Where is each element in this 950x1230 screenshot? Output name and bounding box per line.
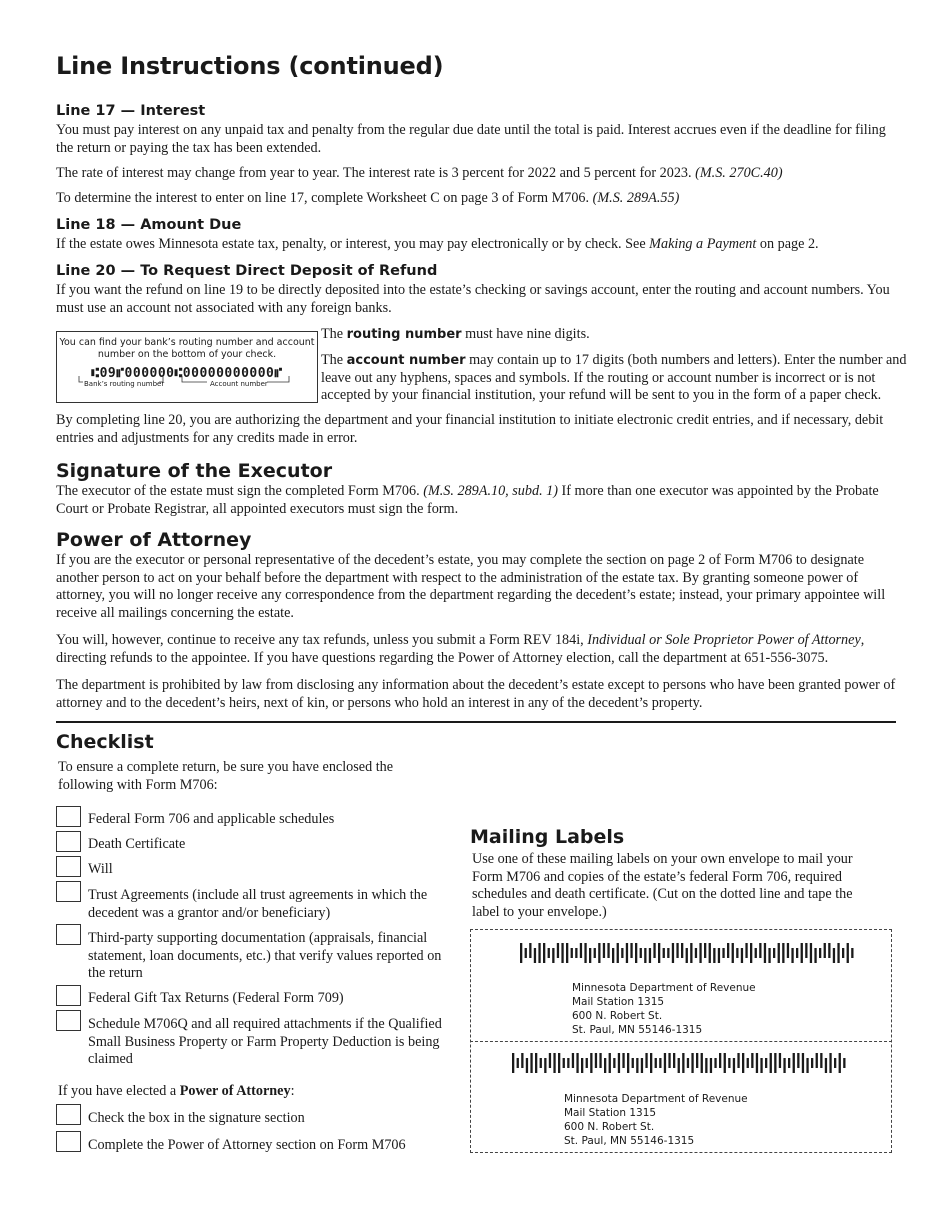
barcode-bar <box>778 943 780 963</box>
checkbox-trust-agreements[interactable] <box>56 881 81 902</box>
barcode-bar <box>673 1053 675 1068</box>
barcode-bar <box>517 1058 519 1068</box>
barcode-bar <box>613 1058 615 1068</box>
barcode-bar <box>782 943 784 963</box>
barcode-bar <box>843 1058 845 1068</box>
barcode-bar <box>690 943 692 963</box>
barcode-bar <box>603 943 605 958</box>
barcode-bar <box>816 1053 818 1068</box>
barcode-bar <box>719 1053 721 1068</box>
label-2-city-state-zip: St. Paul, MN 55146-1315 <box>564 1135 695 1147</box>
barcode-bar <box>557 943 559 958</box>
barcode-bar <box>584 943 586 963</box>
label-1-city-state-zip: St. Paul, MN 55146-1315 <box>572 1024 703 1036</box>
barcode-bar <box>797 1053 799 1068</box>
barcode-bar <box>581 1058 583 1073</box>
barcode-bar <box>617 943 619 963</box>
poa-heading: Power of Attorney <box>56 529 252 551</box>
barcode-bar <box>751 1053 753 1068</box>
line17-paragraph-3: To determine the interest to enter on line 17, complete Worksheet C on page 3 of Form M706. (M.S. 289A.55) <box>56 190 680 206</box>
barcode-bar <box>655 1058 657 1068</box>
barcode-bar <box>686 948 688 963</box>
mailing-label-2-address <box>564 1092 748 1148</box>
barcode-bar <box>668 1053 670 1068</box>
barcode-bar <box>779 1053 781 1068</box>
barcode-bar <box>659 1058 661 1068</box>
checklist-poa-item-signature-section: Check the box in the signature section <box>88 1110 305 1126</box>
mailing-labels-paragraph: Use one of these mailing labels on your own envelope to mail your Form M706 and copies of the estate’s federal Form 706, required schedules and death certificate. (Cut on the dotted line and tape the label to your envelope.) <box>472 851 853 920</box>
barcode-bar <box>526 1058 528 1073</box>
barcode-bar <box>768 948 770 963</box>
label-2-organization: Minnesota Department of Revenue <box>564 1093 748 1105</box>
barcode-bar <box>745 943 747 958</box>
barcode-bar <box>773 948 775 958</box>
checkbox-death-certificate[interactable] <box>56 831 81 852</box>
barcode-bar <box>774 1053 776 1073</box>
line20-authorization: By completing line 20, you are authorizing the department and your financial institution to initiate electronic credit entries, and if necessary, debit entries and adjustments for any credits made in error. <box>56 412 884 446</box>
barcode-bar <box>839 1053 841 1073</box>
checkbox-federal-form-706[interactable] <box>56 806 81 827</box>
checkbox-federal-gift-tax-returns[interactable] <box>56 985 81 1006</box>
barcode-bar <box>543 943 545 963</box>
barcode-bar <box>824 943 826 958</box>
checklist-poa-item-section-m706: Complete the Power of Attorney section on Form M706 <box>88 1137 406 1153</box>
barcode-bar <box>535 1053 537 1073</box>
postal-barcode-1 <box>520 943 860 963</box>
account-number-note: The account number may contain up to 17 digits (both numbers and letters). Enter the number and leave out any hyphens, spaces and symbols. If the routing or account number is incorrect or is not accepted by your financial institution, your refund will be sent to you in the form of a paper check. <box>321 352 907 404</box>
poa-paragraph-1: If you are the executor or personal representative of the decedent’s estate, you may complete the section on page 2 of Form M706 to designate another person to act on your behalf before the department with respect to the administration of the estate tax. By granting someone power of attorney, you will no longer receive any correspondence from the department regarding the decedent’s estate; instead, your primary appointee will receive all mailings concerning the estate. <box>56 552 886 621</box>
barcode-bar <box>640 948 642 958</box>
barcode-bar <box>621 948 623 958</box>
line17-paragraph-2: The rate of interest may change from year to year. The interest rate is 3 percent for 2022 and 5 percent for 2023. (M.S. 270C.40) <box>56 165 783 181</box>
barcode-bar <box>521 1053 523 1068</box>
check-micr-line: ⑆09⑈000000⑆00000000000⑈ <box>91 366 283 381</box>
barcode-bar <box>828 943 830 958</box>
barcode-bar <box>847 943 849 963</box>
line17-heading: Line 17 — Interest <box>56 103 206 119</box>
barcode-bar <box>793 1053 795 1073</box>
barcode-bar <box>635 943 637 963</box>
barcode-bar <box>632 1058 634 1068</box>
barcode-bar <box>594 948 596 958</box>
barcode-bar <box>530 1053 532 1073</box>
barcode-bar <box>756 1053 758 1073</box>
line18-paragraph: If the estate owes Minnesota estate tax, penalty, or interest, you may pay electronically or by check. See Making a Payment on page 2. <box>56 236 819 252</box>
barcode-bar <box>534 948 536 963</box>
line20-heading: Line 20 — To Request Direct Deposit of Refund <box>56 263 438 279</box>
barcode-bar <box>713 948 715 963</box>
checklist-item-will: Will <box>88 861 113 877</box>
barcode-bar <box>575 948 577 958</box>
poa-paragraph-2: You will, however, continue to receive any tax refunds, unless you submit a Form REV 184i, Individual or Sole Proprietor Power of Attorney, directing refunds to the appointee. If you have questions regarding the Power of Attorney election, call the department at 651-556-3075. <box>56 632 865 666</box>
barcode-bar <box>622 1053 624 1068</box>
barcode-bar <box>595 1053 597 1068</box>
barcode-bar <box>819 948 821 958</box>
barcode-bar <box>750 943 752 963</box>
barcode-bar <box>612 948 614 963</box>
mailing-labels <box>470 929 892 1153</box>
barcode-bar <box>567 1058 569 1068</box>
barcode-bar <box>699 943 701 963</box>
barcode-bar <box>705 1058 707 1073</box>
barcode-bar <box>586 1058 588 1068</box>
barcode-bar <box>802 1053 804 1073</box>
checklist-heading: Checklist <box>56 731 154 753</box>
barcode-bar <box>525 948 527 958</box>
barcode-bar <box>696 1053 698 1068</box>
barcode-bar <box>764 943 766 963</box>
checklist-item-trust-agreements: Trust Agreements (include all trust agreements in which the decedent was a grantor and/or beneficiary) <box>88 887 428 921</box>
barcode-bar <box>644 948 646 963</box>
barcode-bar <box>701 1053 703 1073</box>
barcode-bar <box>538 943 540 963</box>
barcode-bar <box>704 943 706 958</box>
barcode-bar <box>561 943 563 963</box>
checkbox-schedule-m706q[interactable] <box>56 1010 81 1031</box>
barcode-bar <box>676 943 678 958</box>
barcode-bar <box>598 943 600 963</box>
barcode-bar <box>814 948 816 963</box>
barcode-bar <box>718 948 720 963</box>
barcode-bar <box>709 943 711 963</box>
cut-line-middle <box>470 1041 892 1042</box>
checkbox-poa-section-m706[interactable] <box>56 1131 81 1152</box>
account-label: Account number <box>210 380 268 388</box>
barcode-bar <box>576 1053 578 1073</box>
page-title: Line Instructions (continued) <box>56 52 444 80</box>
line17-paragraph-1: You must pay interest on any unpaid tax and penalty from the regular due date until the total is paid. Interest accrues even if the deadline for filing the return or paying the tax has been extended. <box>56 122 886 156</box>
routing-label: Bank’s routing number <box>84 380 165 388</box>
barcode-bar <box>695 948 697 958</box>
barcode-bar <box>664 1053 666 1073</box>
barcode-bar <box>741 948 743 963</box>
barcode-bar <box>770 1053 772 1073</box>
barcode-bar <box>834 1058 836 1068</box>
barcode-bar <box>599 1053 601 1068</box>
checklist-item-federal-form-706: Federal Form 706 and applicable schedules <box>88 811 335 827</box>
barcode-bar <box>590 1053 592 1073</box>
barcode-bar <box>787 943 789 958</box>
barcode-bar <box>589 948 591 963</box>
barcode-bar <box>544 1058 546 1073</box>
line20-paragraph-1: If you want the refund on line 19 to be directly deposited into the estate’s checking or savings account, enter the routing and account numbers. You must use an account not associated with any foreign banks. <box>56 282 890 316</box>
check-example-box <box>56 331 318 403</box>
barcode-bar <box>714 1058 716 1068</box>
check-caption: You can find your bank’s routing number and account number on the bottom of your check. <box>59 337 315 360</box>
barcode-bar <box>810 943 812 963</box>
barcode-bar <box>747 1058 749 1068</box>
barcode-bar <box>571 948 573 958</box>
barcode-bar <box>607 943 609 958</box>
barcode-bar <box>724 1053 726 1073</box>
barcode-bar <box>682 1053 684 1073</box>
barcode-bar <box>842 948 844 958</box>
label-1-mail-station: Mail Station 1315 <box>572 996 665 1008</box>
barcode-bar <box>540 1058 542 1068</box>
checklist-item-third-party-documentation: Third-party supporting documentation (appraisals, financial statement, loan documents, etc.) that verify values reported on the return <box>88 930 442 982</box>
barcode-bar <box>653 943 655 958</box>
routing-number-note: The routing number must have nine digits. <box>321 326 590 342</box>
barcode-bar <box>801 943 803 963</box>
barcode-bar <box>650 1053 652 1073</box>
label-2-street: 600 N. Robert St. <box>564 1121 655 1133</box>
checklist-poa-intro: If you have elected a Power of Attorney: <box>58 1083 295 1099</box>
barcode-bar <box>833 948 835 963</box>
barcode-bar <box>580 943 582 958</box>
postal-barcode-2 <box>512 1053 852 1073</box>
barcode-bar <box>829 1053 831 1073</box>
signature-paragraph: The executor of the estate must sign the completed Form M706. (M.S. 289A.10, subd. 1) If more than one executor was appointed by the Probate Court or Probate Registrar, all appointed executors must sign the form. <box>56 483 879 517</box>
barcode-bar <box>663 948 665 958</box>
barcode-bar <box>727 943 729 958</box>
barcode-bar <box>636 1058 638 1073</box>
barcode-bar <box>552 948 554 963</box>
barcode-bar <box>678 1058 680 1073</box>
barcode-bar <box>760 1058 762 1073</box>
barcode-bar <box>733 1058 735 1073</box>
barcode-bar <box>722 948 724 958</box>
barcode-bar <box>851 948 853 958</box>
barcode-bar <box>572 1053 574 1068</box>
barcode-bar <box>691 1053 693 1073</box>
barcode-bar <box>742 1053 744 1073</box>
barcode-bar <box>755 948 757 958</box>
barcode-bar <box>820 1053 822 1068</box>
checklist-item-federal-gift-tax-returns: Federal Gift Tax Returns (Federal Form 709) <box>88 990 344 1006</box>
barcode-bar <box>765 1058 767 1068</box>
section-divider <box>56 721 896 723</box>
barcode-bar <box>618 1053 620 1073</box>
checklist-item-death-certificate: Death Certificate <box>88 836 186 852</box>
barcode-bar <box>566 943 568 963</box>
barcode-bar <box>549 1053 551 1068</box>
signature-heading: Signature of the Executor <box>56 460 333 482</box>
poa-paragraph-3: The department is prohibited by law from disclosing any information about the decedent’s estate except to persons who have been granted power of attorney and to the decedent’s heirs, next of kin, or persons who hold an interest in any of the decedent’s property. <box>56 677 896 711</box>
barcode-bar <box>667 948 669 958</box>
label-1-street: 600 N. Robert St. <box>572 1010 663 1022</box>
barcode-bar <box>641 1058 643 1073</box>
checkbox-will[interactable] <box>56 856 81 877</box>
barcode-bar <box>805 943 807 958</box>
mailing-label-1-address <box>572 981 756 1037</box>
barcode-bar <box>626 943 628 963</box>
checklist-item-schedule-m706q: Schedule M706Q and all required attachments if the Qualified Small Business Property or Farm Property Deduction is being claimed <box>88 1016 442 1068</box>
barcode-bar <box>558 1053 560 1073</box>
barcode-bar <box>825 1058 827 1073</box>
barcode-bar <box>687 1058 689 1068</box>
barcode-bar <box>759 943 761 958</box>
barcode-bar <box>553 1053 555 1073</box>
barcode-bar <box>627 1053 629 1073</box>
barcode-bar <box>563 1058 565 1068</box>
label-2-mail-station: Mail Station 1315 <box>564 1107 657 1119</box>
barcode-bar <box>837 943 839 963</box>
barcode-bar <box>788 1058 790 1068</box>
barcode-bar <box>736 948 738 958</box>
barcode-bar <box>512 1053 514 1073</box>
barcode-bar <box>728 1058 730 1068</box>
checklist-intro: To ensure a complete return, be sure you have enclosed the following with Form M706: <box>58 759 394 793</box>
barcode-bar <box>649 948 651 963</box>
barcode-bar <box>548 948 550 958</box>
barcode-bar <box>672 943 674 963</box>
mailing-labels-heading: Mailing Labels <box>470 826 625 848</box>
barcode-bar <box>630 943 632 958</box>
label-1-organization: Minnesota Department of Revenue <box>572 982 756 994</box>
checkbox-third-party-documentation[interactable] <box>56 924 81 945</box>
barcode-bar <box>806 1058 808 1073</box>
check-micr-labels <box>57 380 317 390</box>
barcode-bar <box>796 948 798 958</box>
barcode-bar <box>658 943 660 963</box>
barcode-bar <box>609 1053 611 1073</box>
checkbox-poa-signature-section[interactable] <box>56 1104 81 1125</box>
barcode-bar <box>710 1058 712 1073</box>
line18-heading: Line 18 — Amount Due <box>56 217 242 233</box>
barcode-bar <box>791 948 793 963</box>
barcode-bar <box>520 943 522 963</box>
barcode-bar <box>811 1058 813 1068</box>
barcode-bar <box>645 1053 647 1068</box>
barcode-bar <box>604 1058 606 1073</box>
barcode-bar <box>737 1053 739 1068</box>
barcode-bar <box>732 943 734 963</box>
barcode-bar <box>529 943 531 958</box>
barcode-bar <box>783 1058 785 1073</box>
barcode-bar <box>681 943 683 958</box>
